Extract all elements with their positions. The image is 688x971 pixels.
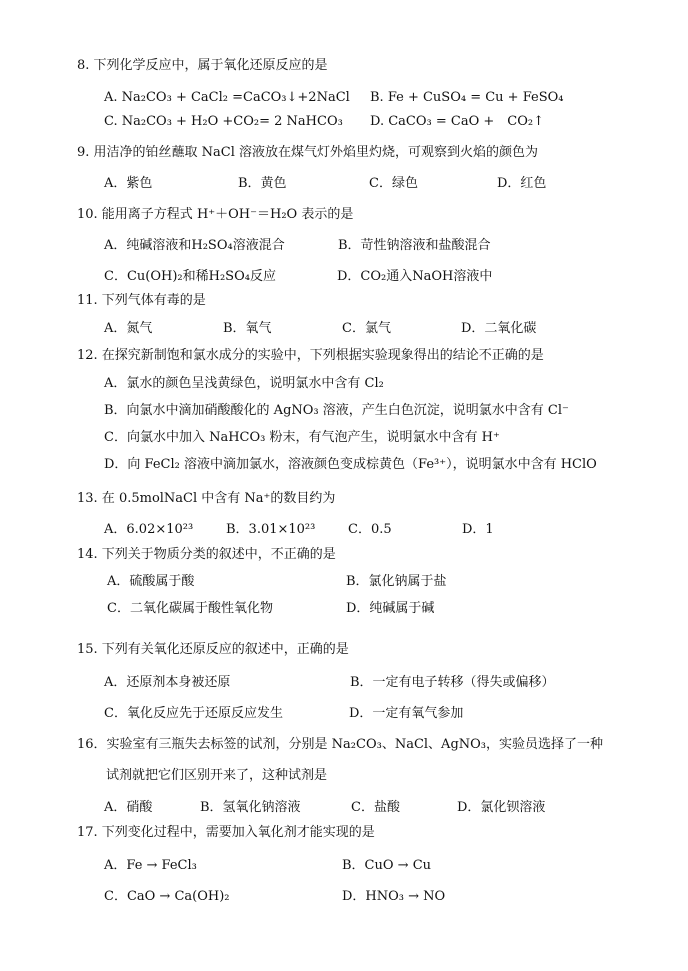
question-12-option-c: C．向氯水中加入 NaHCO₃ 粉末，有气泡产生，说明氯水中含有 H⁺ — [104, 430, 500, 445]
question-16-option-b: B．氢氧化钠溶液 — [200, 800, 301, 815]
question-12-option-a: A．氯水的颜色呈浅黄绿色，说明氯水中含有 Cl₂ — [104, 376, 384, 391]
question-8-option-c: C. Na₂CO₃ + H₂O +CO₂= 2 NaHCO₃ — [104, 114, 343, 129]
question-11-option-b: B．氧气 — [223, 321, 272, 336]
question-16-stem: 16．实验室有三瓶失去标签的试剂，分别是 Na₂CO₃、NaCl、AgNO₃，实验员选择了一种 — [77, 737, 604, 752]
question-15-stem: 15. 下列有关氧化还原反应的叙述中，正确的是 — [77, 642, 349, 657]
question-8-option-d: D. CaCO₃ = CaO + CO₂↑ — [370, 114, 544, 129]
question-14-stem: 14. 下列关于物质分类的叙述中，不正确的是 — [77, 547, 336, 562]
question-11-option-c: C．氯气 — [342, 321, 391, 336]
question-12-option-d: D．向 FeCl₂ 溶液中滴加氯水，溶液颜色变成棕黄色（Fe³⁺），说明氯水中含有 HClO — [104, 457, 597, 472]
question-14-option-a: A．硫酸属于酸 — [107, 574, 195, 589]
question-17-option-a: A．Fe → FeCl₃ — [104, 858, 197, 873]
question-15-option-c: C．氧化反应先于还原反应发生 — [104, 706, 283, 721]
question-16-option-d: D．氯化钡溶液 — [457, 800, 546, 815]
question-16-option-a: A．硝酸 — [104, 800, 153, 815]
question-17-option-d: D．HNO₃ → NO — [342, 889, 446, 904]
question-12-stem: 12. 在探究新制饱和氯水成分的实验中，下列根据实验现象得出的结论不正确的是 — [77, 348, 544, 363]
question-14-option-b: B．氯化钠属于盐 — [346, 574, 447, 589]
question-10-option-d: D．CO₂通入NaOH溶液中 — [337, 269, 493, 284]
question-9-option-d: D．红色 — [497, 176, 547, 191]
question-12-option-b: B．向氯水中滴加硝酸酸化的 AgNO₃ 溶液，产生白色沉淀，说明氯水中含有 Cl⁻ — [104, 403, 569, 418]
question-10-option-b: B．苛性钠溶液和盐酸混合 — [338, 238, 491, 253]
question-8-option-b: B. Fe + CuSO₄ = Cu + FeSO₄ — [370, 90, 564, 105]
question-16-stem-continued: 试剂就把它们区别开来了，这种试剂是 — [106, 768, 328, 783]
question-17-option-b: B．CuO → Cu — [342, 858, 432, 873]
question-10-option-c: C．Cu(OH)₂和稀H₂SO₄反应 — [104, 269, 276, 284]
question-15-option-a: A．还原剂本身被还原 — [104, 675, 231, 690]
question-9-stem: 9. 用洁净的铂丝蘸取 NaCl 溶液放在煤气灯外焰里灼烧，可观察到火焰的颜色为 — [77, 145, 539, 160]
question-17-stem: 17. 下列变化过程中，需要加入氧化剂才能实现的是 — [77, 825, 375, 840]
question-14-option-c: C．二氧化碳属于酸性氧化物 — [107, 601, 273, 616]
question-11-option-d: D．二氧化碳 — [461, 321, 537, 336]
question-16-option-c: C．盐酸 — [351, 800, 400, 815]
question-13-option-d: D．1 — [462, 522, 494, 537]
question-10-stem: 10. 能用离子方程式 H⁺＋OH⁻＝H₂O 表示的是 — [77, 207, 354, 222]
question-11-option-a: A．氮气 — [104, 321, 153, 336]
question-10-option-a: A．纯碱溶液和H₂SO₄溶液混合 — [104, 238, 285, 253]
question-9-option-c: C．绿色 — [369, 176, 418, 191]
question-11-stem: 11. 下列气体有毒的是 — [77, 293, 206, 308]
question-8-stem: 8. 下列化学反应中，属于氧化还原反应的是 — [77, 58, 328, 73]
question-15-option-d: D．一定有氧气参加 — [349, 706, 464, 721]
question-8-option-a: A. Na₂CO₃ + CaCl₂ =CaCO₃↓+2NaCl — [104, 90, 350, 105]
question-9-option-a: A．紫色 — [104, 176, 153, 191]
question-13-option-a: A．6.02×10²³ — [104, 522, 194, 537]
question-15-option-b: B．一定有电子转移（得失或偏移） — [350, 675, 555, 690]
question-9-option-b: B．黄色 — [238, 176, 287, 191]
question-13-stem: 13. 在 0.5molNaCl 中含有 Na⁺的数目约为 — [77, 491, 336, 506]
question-13-option-b: B．3.01×10²³ — [226, 522, 316, 537]
question-14-option-d: D．纯碱属于碱 — [346, 601, 435, 616]
question-17-option-c: C．CaO → Ca(OH)₂ — [104, 889, 230, 904]
question-13-option-c: C．0.5 — [348, 522, 392, 537]
